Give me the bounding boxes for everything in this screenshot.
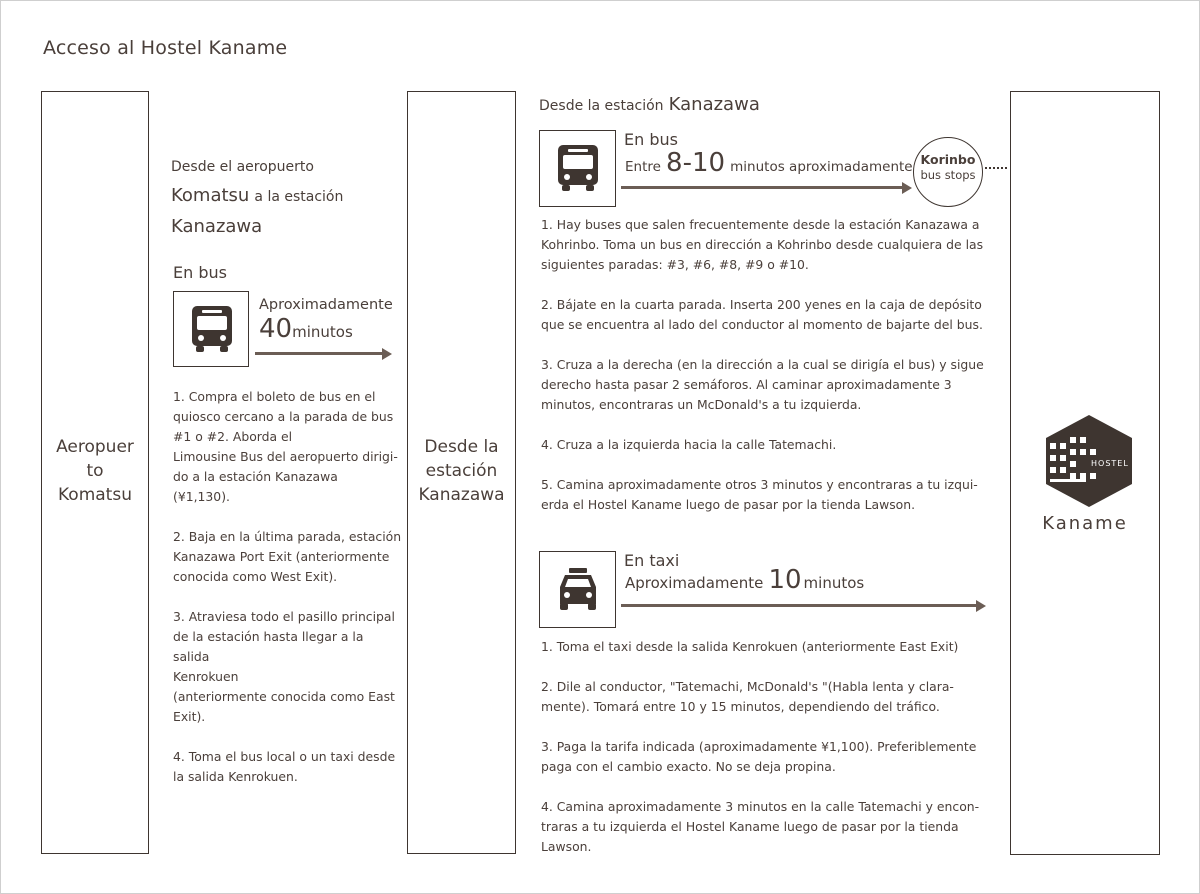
station-taxi-mode: En taxi (624, 551, 680, 570)
airport-step-3: 3. Atraviesa todo el pasillo principal de la estación hasta llegar a la salida Kenrokuen (anteriormente conocida como East Exit). (173, 609, 395, 724)
station-route-heading: Desde la estación Kanazawa (539, 94, 760, 115)
station-bus-time-value: 8-10 (666, 148, 726, 178)
hostel-logo-small: HOSTEL (1091, 459, 1129, 468)
airport-route-arrow (255, 352, 383, 355)
taxi-icon (555, 566, 601, 614)
airport-heading-connector: a la estación (254, 189, 344, 205)
taxi-step-1: 1. Toma el taxi desde la salida Kenrokuen (anteriormente East Exit) (541, 639, 959, 654)
station-bus-icon-box (539, 130, 616, 207)
bus-step-5: 5. Camina aproximadamente otros 3 minutos y encontraras a tu izqui- erda el Hostel Kaname luego de pasar por la tienda Lawson. (541, 477, 978, 512)
station-bus-mode: En bus (624, 130, 678, 149)
station-taxi-steps (541, 637, 991, 857)
airport-steps (173, 387, 403, 787)
airport-time-unit: minutos (292, 323, 353, 341)
airport-route-heading: Desde el aeropuerto Komatsu a la estación Kanazawa (171, 157, 391, 240)
bus-step-4: 4. Cruza a la izquierda hacia la calle Tatemachi. (541, 437, 837, 452)
bus-icon (190, 304, 234, 356)
airport-time-label: Aproximadamente (259, 297, 393, 313)
station-taxi-icon-box (539, 551, 616, 628)
station-taxi-time: Aproximadamente 10 minutos (625, 565, 865, 595)
page-title: Acceso al Hostel Kaname (43, 37, 288, 59)
bus-step-3: 3. Cruza a la derecha (en la dirección a la cual se dirigía el bus) y sigue derecho hasta pasar 2 semáforos. Al caminar aproximadamente 3 minutos, encontraras un McDonald's a tu izquierda. (541, 357, 984, 412)
airport-step-4: 4. Toma el bus local o un taxi desde la salida Kenrokuen. (173, 749, 396, 784)
hostel-logo-name: Kaname (1042, 513, 1128, 534)
station-bus-time: Entre 8-10 minutos aproximadamente (625, 148, 913, 178)
airport-step-2: 2. Baja en la última parada, estación Kanazawa Port Exit (anteriormente conocida como West Exit). (173, 529, 402, 584)
bus-icon (556, 143, 600, 195)
airport-label: Aeropuer to Komatsu (56, 437, 134, 505)
taxi-step-4: 4. Camina aproximadamente 3 minutos en la calle Tatemachi y encon- traras a tu izquierda el Hostel Kaname luego de pasar por la tienda Lawson. (541, 799, 980, 854)
airport-step-1: 1. Compra el boleto de bus en el quiosco cercano a la parada de bus #1 o #2. Aborda el Limousine Bus del aeropuerto dirigi- do a la estación Kanazawa (¥1,130). (173, 389, 398, 504)
station-taxi-arrow (621, 604, 977, 607)
station-label: Desde la estación Kanazawa (418, 437, 505, 505)
airport-column (41, 91, 149, 854)
taxi-step-3: 3. Paga la tarifa indicada (aproximadamente ¥1,100). Preferiblemente paga con el cambio exacto. No se deja propina. (541, 739, 977, 774)
korinbo-connector (985, 167, 1007, 169)
hostel-column (1010, 91, 1160, 855)
station-taxi-time-value: 10 (768, 565, 802, 595)
airport-heading-kanazawa: Kanazawa (171, 216, 263, 237)
bus-step-1: 1. Hay buses que salen frecuentemente desde la estación Kanazawa a Kohrinbo. Toma un bus en dirección a Kohrinbo desde cualquiera de las siguientes paradas: #3, #6, #8, #9 o #10. (541, 217, 984, 272)
station-column (407, 91, 516, 854)
station-bus-steps (541, 215, 991, 515)
airport-mode-label: En bus (173, 263, 227, 282)
airport-bus-icon-box (173, 291, 249, 367)
taxi-step-2: 2. Dile al conductor, "Tatemachi, McDonald's "(Habla lenta y clara- mente). Tomará entre 10 y 15 minutos, dependiendo del tráfico. (541, 679, 954, 714)
airport-heading-komatsu: Komatsu (171, 185, 250, 206)
airport-time (259, 297, 393, 344)
station-bus-arrow (621, 186, 903, 189)
korinbo-bus-stop: Korinbo bus stops (913, 137, 983, 207)
bus-step-2: 2. Bájate en la cuarta parada. Inserta 200 yenes en la caja de depósito que se encuentra al lado del conductor al momento de bajarte del bus. (541, 297, 983, 332)
airport-time-value: 40 (259, 314, 293, 344)
